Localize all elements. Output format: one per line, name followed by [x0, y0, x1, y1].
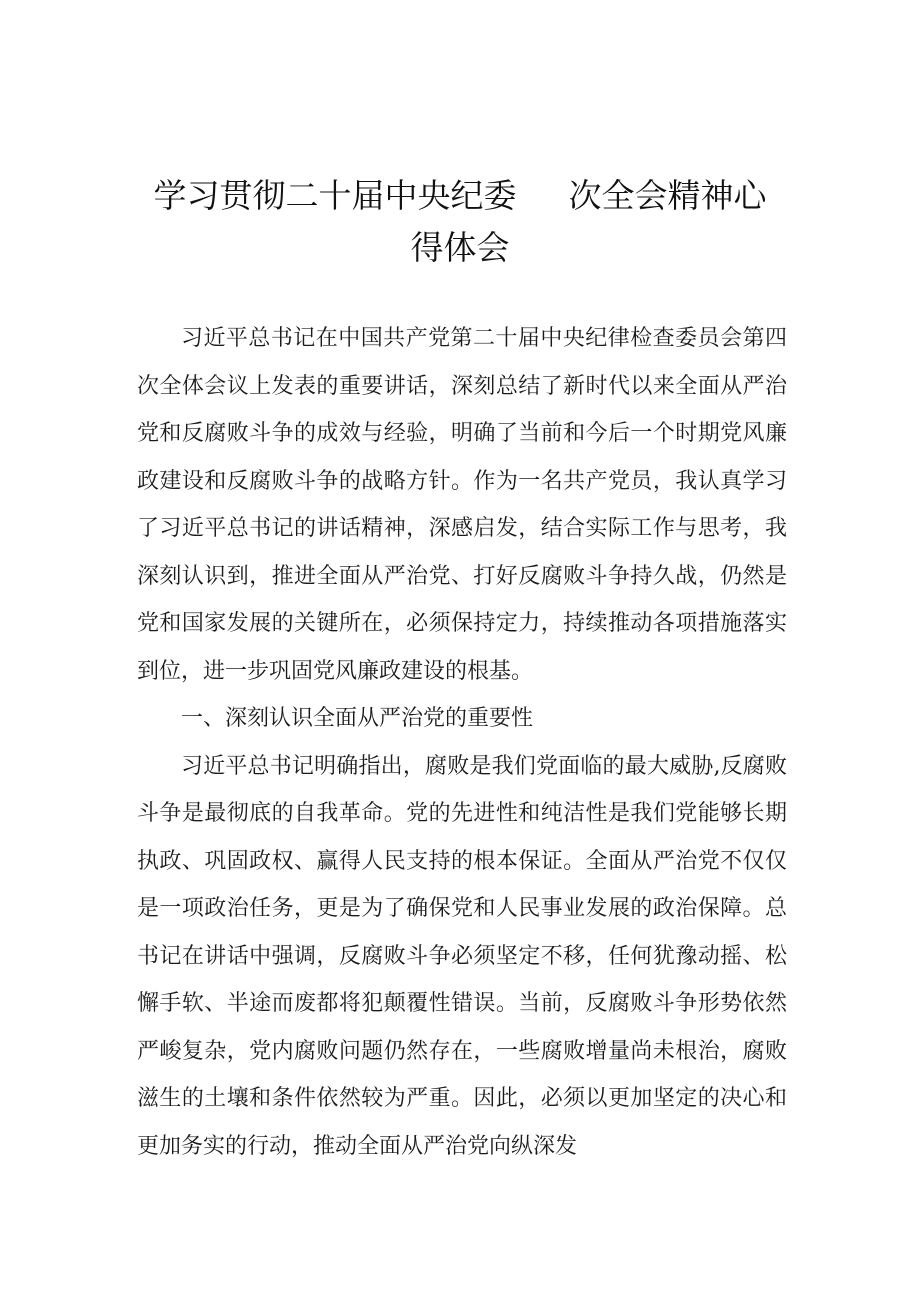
page-title — [120, 170, 800, 274]
title-line1-part1: 学习贯彻二十届中央纪委 — [153, 176, 517, 215]
paragraph-section-one: 习近平总书记明确指出，腐败是我们党面临的最大威胁,反腐败斗争是最彻底的自我革命。党的先进性和纯洁性是我们党能够长期执政、巩固政权、赢得人民支持的根本保证。全面从严治党不仅仅是一项政治任务，更是为了确保党和人民事业发展的政治保障。总书记在讲话中强调，反腐败斗争必须坚定不移，任何犹豫动摇、松懈手软、半途而废都将犯颠覆性错误。当前，反腐败斗争形势依然严峻复杂，党内腐败问题仍然存在，一些腐败增量尚未根治，腐败滋生的土壤和条件依然较为严重。因此，必须以更加坚定的决心和更加务实的行动，推动全面从严治党向纵深发 — [137, 753, 787, 1159]
paragraph-intro: 习近平总书记在中国共产党第二十届中央纪律检查委员会第四次全体会议上发表的重要讲话，深刻总结了新时代以来全面从严治党和反腐败斗争的成效与经验，明确了当前和今后一个时期党风廉政建设和反腐败斗争的战略方针。作为一名共产党员，我认真学习了习近平总书记的讲话精神，深感启发，结合实际工作与思考，我深刻认识到，推进全面从严治党、打好反腐败斗争持久战，仍然是党和国家发展的关键所在，必须保持定力，持续推动各项措施落实到位，进一步巩固党风廉政建设的根基。 — [137, 326, 787, 684]
title-line1-part2: 次全会精神心 — [568, 176, 767, 215]
title-line2: 得体会 — [410, 228, 510, 267]
document-body — [137, 315, 787, 1170]
section-heading: 一、深刻认识全面从严治党的重要性 — [181, 706, 534, 731]
